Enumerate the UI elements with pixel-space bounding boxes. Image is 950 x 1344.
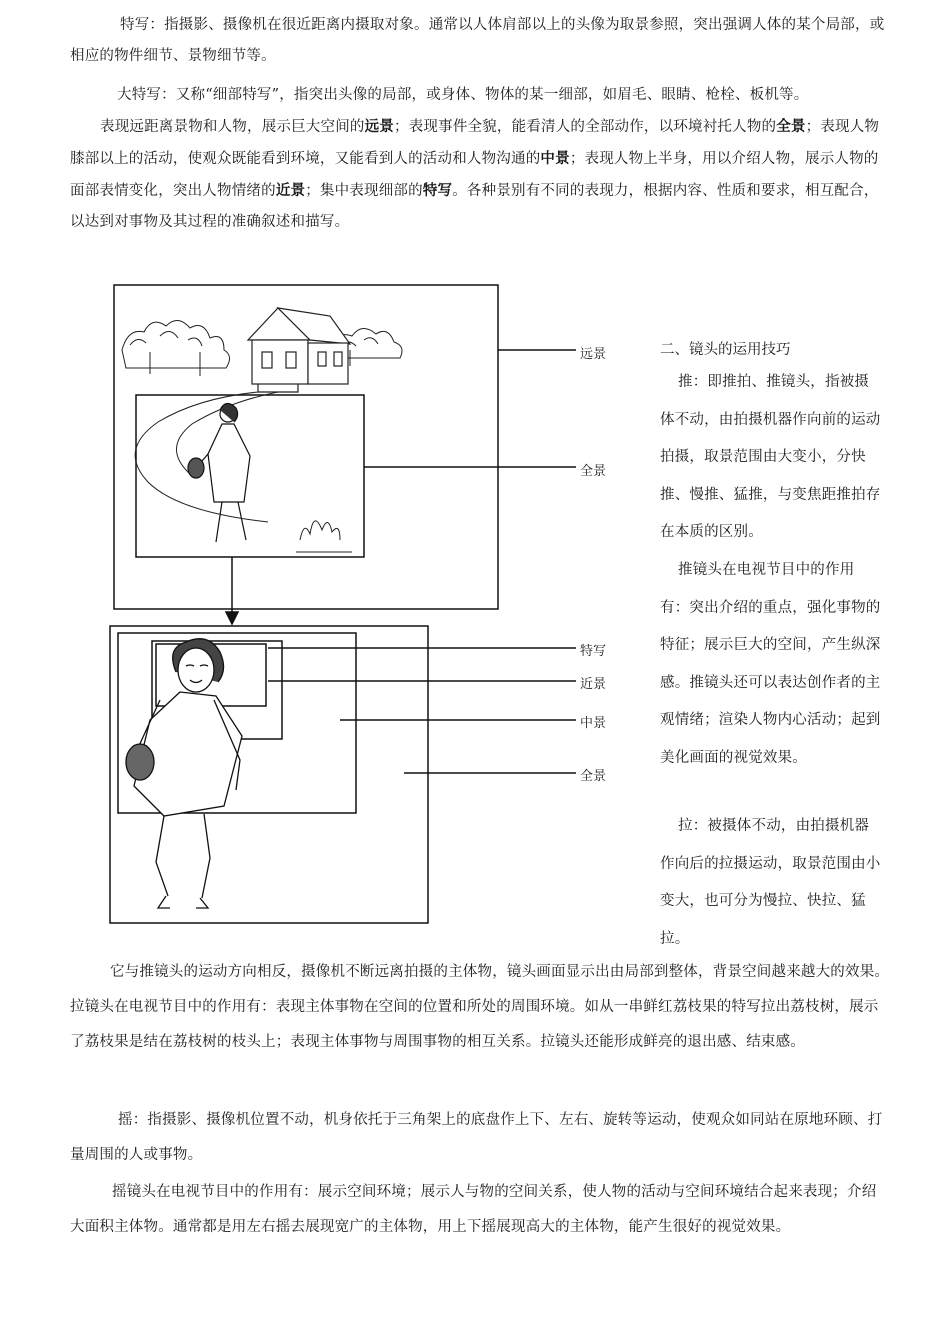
term-long-shot: 远景: [364, 118, 395, 135]
para-push-use: 推镜头在电视节目中的作用有：突出介绍的重点，强化事物的特征；展示巨大的空间，产生纵深感。推镜头还可以表达创作者的主观情绪；渲染人物内心活动；起到美化画面的视觉效果。: [660, 562, 881, 766]
para-pan-use: 摇镜头在电视节目中的作用有：展示空间环境；展示人与物的空间关系，使人物的活动与空间环境结合起来表现；介绍大面积主体物。通常都是用左右摇去展现宽广的主体物，用上下摇展现高大的主体物，能产生很好的视觉效果。: [70, 1184, 877, 1235]
para-close-up: 特写：指摄影、摄像机在很近距离内摄取对象。通常以人体肩部以上的头像为取景参照，突出强调人体的某个局部，或相应的物件细节、景物细节等。: [70, 17, 885, 64]
full-shot-frame: [136, 395, 364, 557]
para-pull-use: 它与推镜头的运动方向相反，摄像机不断远离拍摄的主体物，镜头画面显示出由局部到整体，背景空间越来越大的效果。拉镜头在电视节目中的作用有：表现主体事物在空间的位置和所处的周围环境。如从一串鲜红荔枝果的特写拉出荔枝树，展示了荔枝果是结在荔枝树的枝头上；表现主体事物与周围事物的相互关系。拉镜头还能形成鲜亮的退出感、结束感。: [70, 964, 890, 1050]
para-shot-summary: 表现远距离景物和人物，展示巨大空间的远景；表现事件全貌，能看清人的全部动作，以环境衬托人物的全景；表现人物膝部以上的活动，使观众既能看到环境，又能看到人的活动和人物沟通的中景；表现人物上半身，用以介绍人物，展示人物的面部表情变化，突出人物情绪的近景；集中表现细部的特写。各种景别有不同的表现力，根据内容、性质和要求，相互配合，以达到对事物及其过程的准确叙述和描写。: [70, 118, 880, 230]
label-close-shot: 近景: [580, 677, 607, 692]
label-close-up: 特写: [580, 644, 607, 659]
term-close-shot: 近景: [275, 182, 306, 199]
section-heading: 二、镜头的运用技巧: [660, 342, 791, 358]
arrow-down-icon: [226, 612, 238, 624]
label-long-shot: 远景: [580, 347, 607, 362]
house-illustration: [248, 308, 350, 392]
label-full-shot-bottom: 全景: [580, 769, 607, 784]
para-pull: 拉：被摄体不动，由拍摄机器作向后的拉摄运动，取景范围由小变大，也可分为慢拉、快拉、猛拉。: [660, 818, 881, 947]
label-full-shot-top: 全景: [580, 464, 607, 479]
term-close-up: 特写: [422, 182, 453, 199]
para-push: 推：即推拍、推镜头，指被摄体不动，由拍摄机器作向前的运动拍摄，取景范围由大变小，分快推、慢推、猛推，与变焦距推拍存在本质的区别。: [660, 374, 881, 540]
woman-walking-illustration: [188, 403, 250, 542]
woman-closeup-illustration: [126, 639, 242, 908]
term-full-shot: 全景: [776, 118, 806, 135]
para-pan: 摇：指摄影、摄像机位置不动，机身依托于三角架上的底盘作上下、左右、旋转等运动，使观众如同站在原地环顾、打量周围的人或事物。: [70, 1112, 883, 1163]
para-extreme-close-up: 大特写：又称“细部特写”，指突出头像的局部，或身体、物体的某一细部，如眉毛、眼睛、枪栓、板机等。: [117, 87, 809, 103]
term-medium-shot: 中景: [540, 150, 570, 167]
label-medium-shot: 中景: [580, 716, 607, 731]
